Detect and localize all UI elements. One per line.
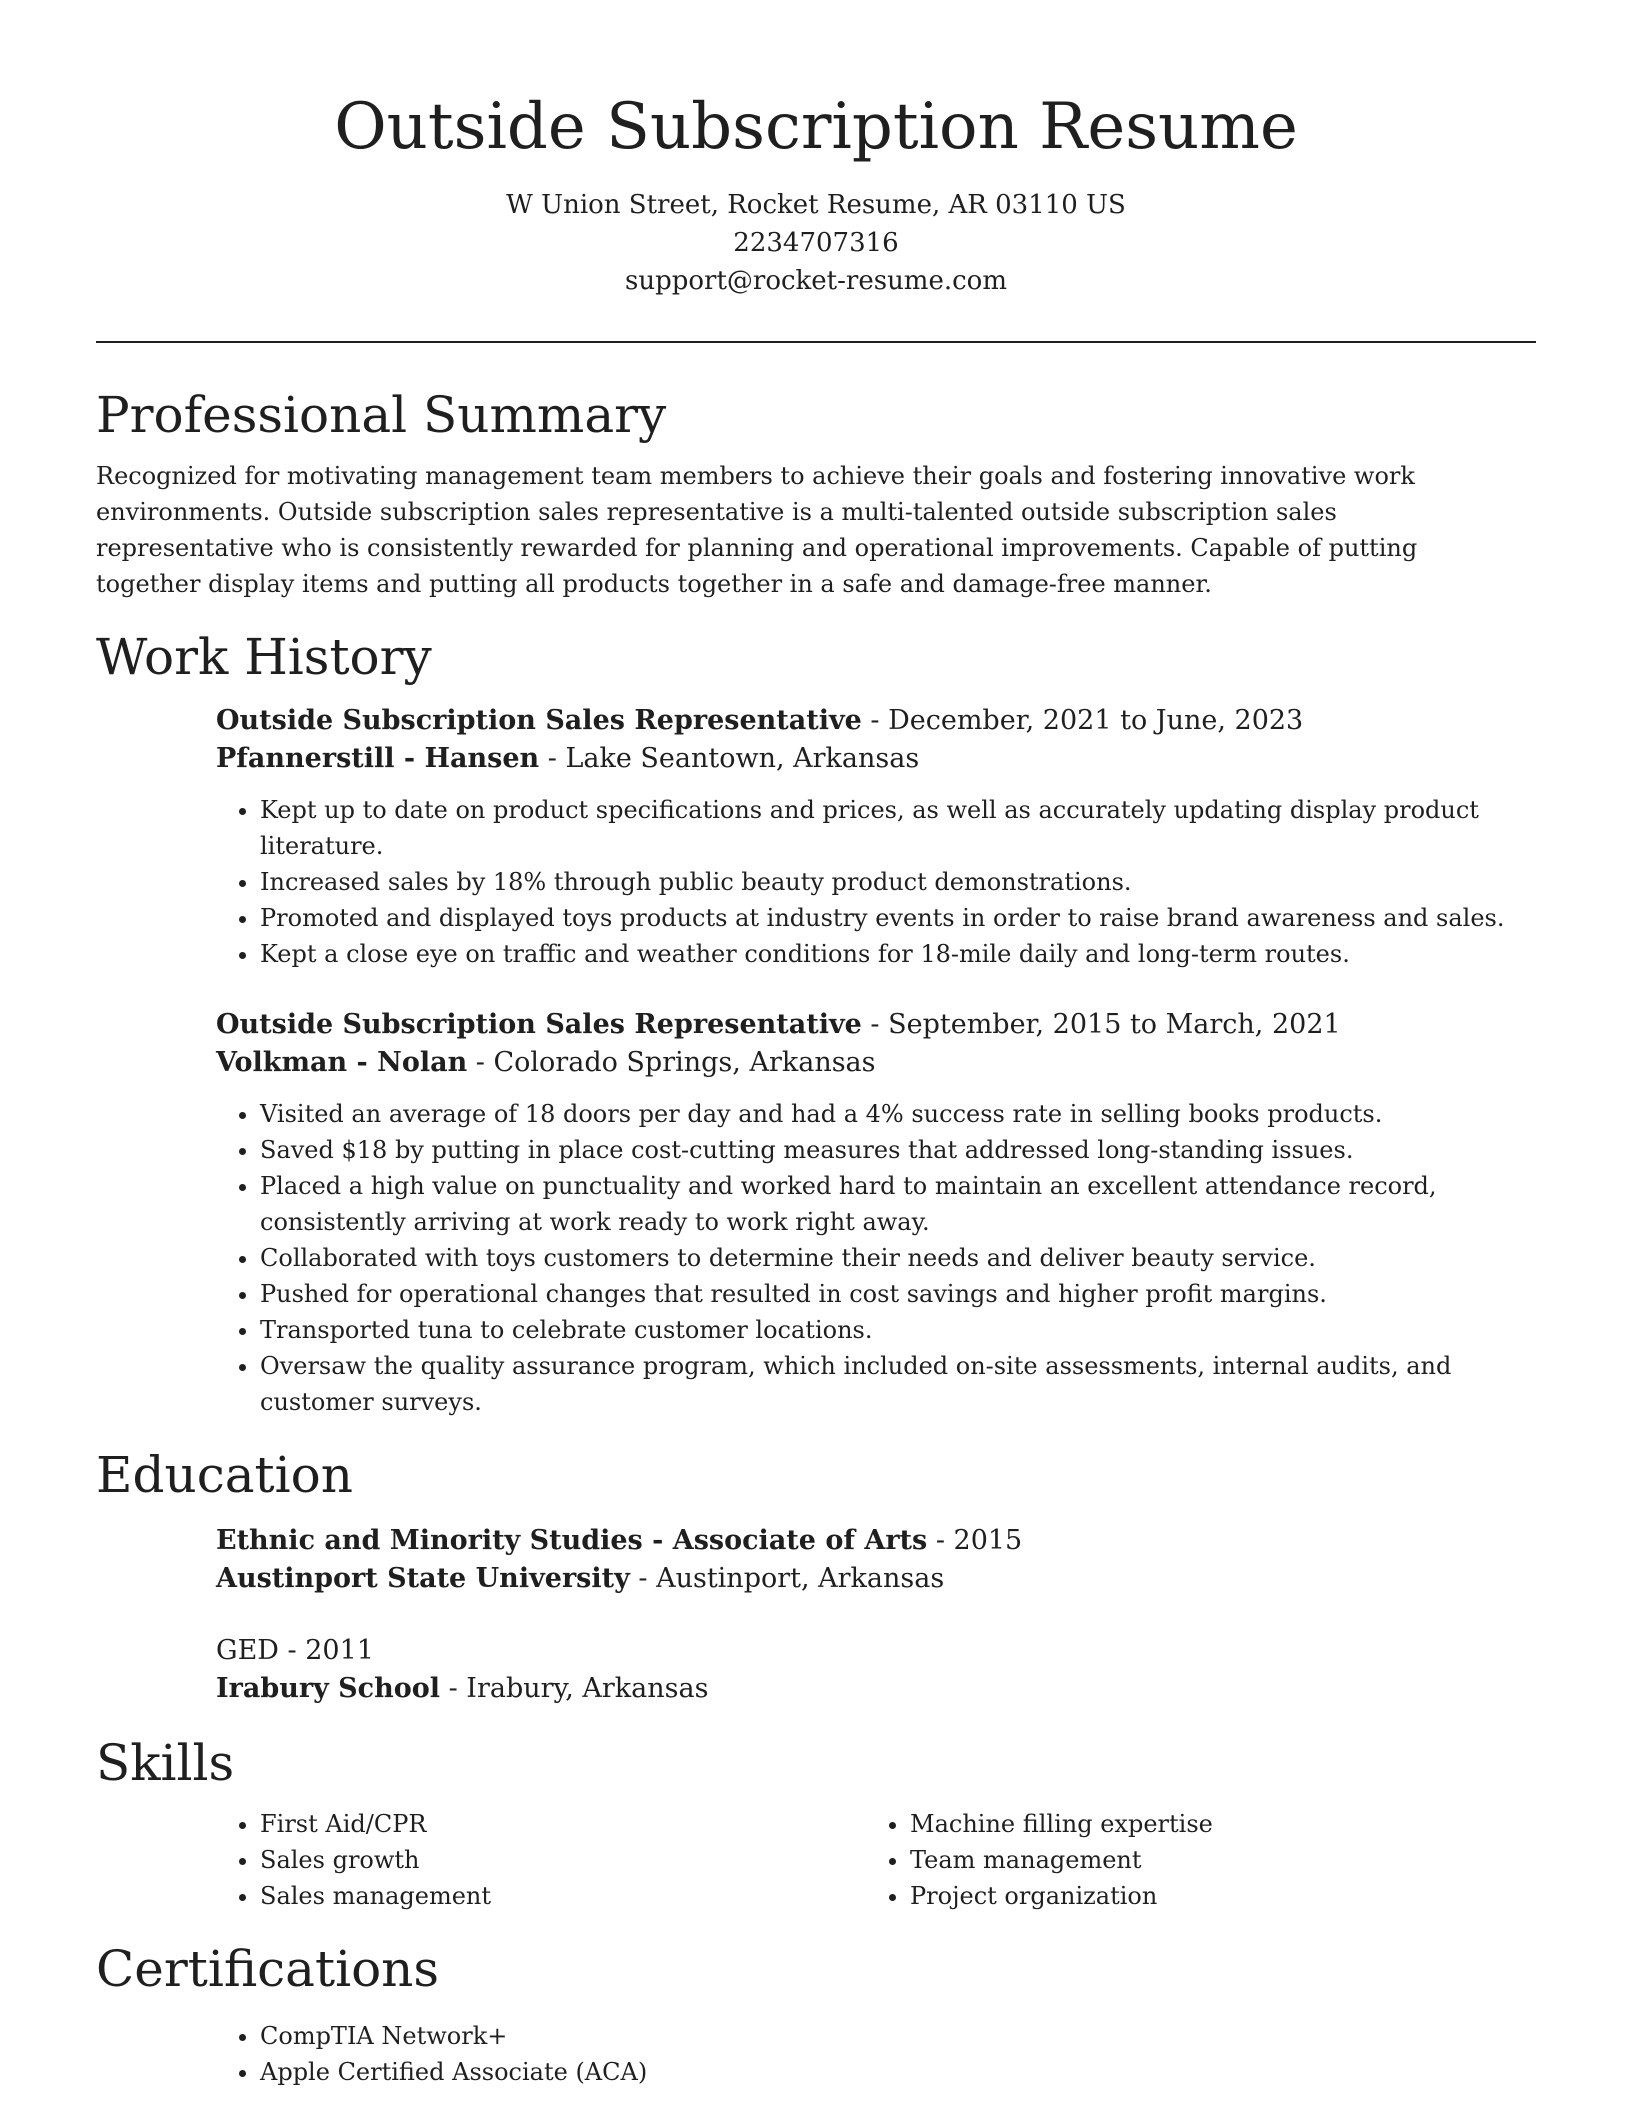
education-program-line: [216, 1632, 1536, 1670]
work-section: [96, 622, 1536, 1420]
job-company-line: [216, 740, 1536, 778]
education-program: GED: [216, 1635, 279, 1666]
resume-header: [0, 0, 1632, 300]
list-item: • Transported tuna to celebrate customer locations.: [260, 1312, 1536, 1348]
certifications-section: [96, 1934, 1536, 2090]
education-title: Education: [96, 1446, 353, 1504]
list-item: • Promoted and displayed toys products at industry events in order to raise brand awareness and sales.: [260, 900, 1536, 936]
list-item: • Visited an average of 18 doors per day and had a 4% success rate in selling books products.: [260, 1096, 1536, 1132]
list-item: • Sales growth: [260, 1842, 866, 1878]
list-item: • Kept up to date on product specifications and prices, as well as accurately updating display product literature.: [260, 792, 1536, 864]
contact-block: [0, 186, 1632, 300]
education-school: Irabury School: [216, 1673, 441, 1704]
resume-content: [96, 380, 1536, 2090]
list-item: • Sales management: [260, 1878, 866, 1914]
list-item: • CompTIA Network+: [260, 2018, 1536, 2054]
skills-column-left: [216, 1798, 866, 1914]
education-school-line: [216, 1560, 1536, 1598]
address: W Union Street, Rocket Resume, AR 03110 US: [506, 190, 1126, 220]
header-divider: [96, 341, 1536, 343]
job-location: - Lake Seantown, Arkansas: [539, 743, 920, 774]
skills-list-left: [216, 1806, 866, 1914]
education-year: - 2011: [278, 1635, 374, 1666]
skills-list-right: [866, 1806, 1516, 1914]
education-location: - Austinport, Arkansas: [629, 1563, 945, 1594]
job-dates: - September, 2015 to March, 2021: [861, 1009, 1341, 1040]
list-item: • First Aid/CPR: [260, 1806, 866, 1842]
education-year: - 2015: [927, 1525, 1023, 1556]
certifications-list: [216, 2018, 1536, 2090]
skills-section: [96, 1728, 1536, 1914]
list-item: • Machine filling expertise: [910, 1806, 1516, 1842]
job-bullets: [216, 1096, 1536, 1420]
summary-text: Recognized for motivating management team members to achieve their goals and fostering innovative work environments. Outside subscription sales representative is a multi-talented outside subscription sales representative who is consistently rewarded for planning and operational improvements. Capable of putting together display items and putting all products together in a safe and damage-free manner.: [96, 462, 1418, 598]
education-program-line: [216, 1522, 1536, 1560]
list-item: • Project organization: [910, 1878, 1516, 1914]
education-school: Austinport State University: [216, 1563, 630, 1594]
job-title-line: [216, 1006, 1536, 1044]
education-section: [96, 1440, 1536, 1708]
skills-title: Skills: [96, 1734, 235, 1792]
education-entry: [216, 1632, 1536, 1708]
work-title: Work History: [96, 628, 432, 686]
skills-column-right: [866, 1798, 1516, 1914]
education-location: - Irabury, Arkansas: [440, 1673, 709, 1704]
job-position: Outside Subscription Sales Representative: [216, 1009, 862, 1040]
list-item: • Kept a close eye on traffic and weather conditions for 18-mile daily and long-term routes.: [260, 936, 1536, 972]
skills-grid: [216, 1798, 1536, 1914]
summary-section: [96, 380, 1536, 602]
education-entry: [216, 1522, 1536, 1598]
job-company: Volkman - Nolan: [216, 1047, 468, 1078]
job-dates: - December, 2021 to June, 2023: [861, 705, 1304, 736]
job-company: Pfannerstill - Hansen: [216, 743, 540, 774]
job-location: - Colorado Springs, Arkansas: [467, 1047, 876, 1078]
job-entry: [216, 702, 1536, 972]
certifications-title: Certifications: [96, 1940, 440, 1998]
phone: 2234707316: [733, 228, 899, 258]
job-position: Outside Subscription Sales Representative: [216, 705, 862, 736]
job-title-line: [216, 702, 1536, 740]
list-item: • Saved $18 by putting in place cost-cutting measures that addressed long-standing issues.: [260, 1132, 1536, 1168]
email: support@rocket-resume.com: [624, 266, 1007, 296]
list-item: • Oversaw the quality assurance program, which included on-site assessments, internal audits, and customer surveys.: [260, 1348, 1536, 1420]
resume-name: Outside Subscription Resume: [334, 90, 1298, 164]
education-school-line: [216, 1670, 1536, 1708]
list-item: • Apple Certified Associate (ACA): [260, 2054, 1536, 2090]
certifications-list-wrap: [216, 2018, 1536, 2090]
list-item: • Placed a high value on punctuality and worked hard to maintain an excellent attendance record, consistently arriving at work ready to work right away.: [260, 1168, 1536, 1240]
list-item: • Pushed for operational changes that resulted in cost savings and higher profit margins.: [260, 1276, 1536, 1312]
education-program: Ethnic and Minority Studies - Associate of Arts: [216, 1525, 928, 1556]
list-item: • Increased sales by 18% through public beauty product demonstrations.: [260, 864, 1536, 900]
list-item: • Team management: [910, 1842, 1516, 1878]
summary-title: Professional Summary: [96, 386, 667, 444]
job-entry: [216, 1006, 1536, 1420]
job-bullets: [216, 792, 1536, 972]
list-item: • Collaborated with toys customers to determine their needs and deliver beauty service.: [260, 1240, 1536, 1276]
job-company-line: [216, 1044, 1536, 1082]
